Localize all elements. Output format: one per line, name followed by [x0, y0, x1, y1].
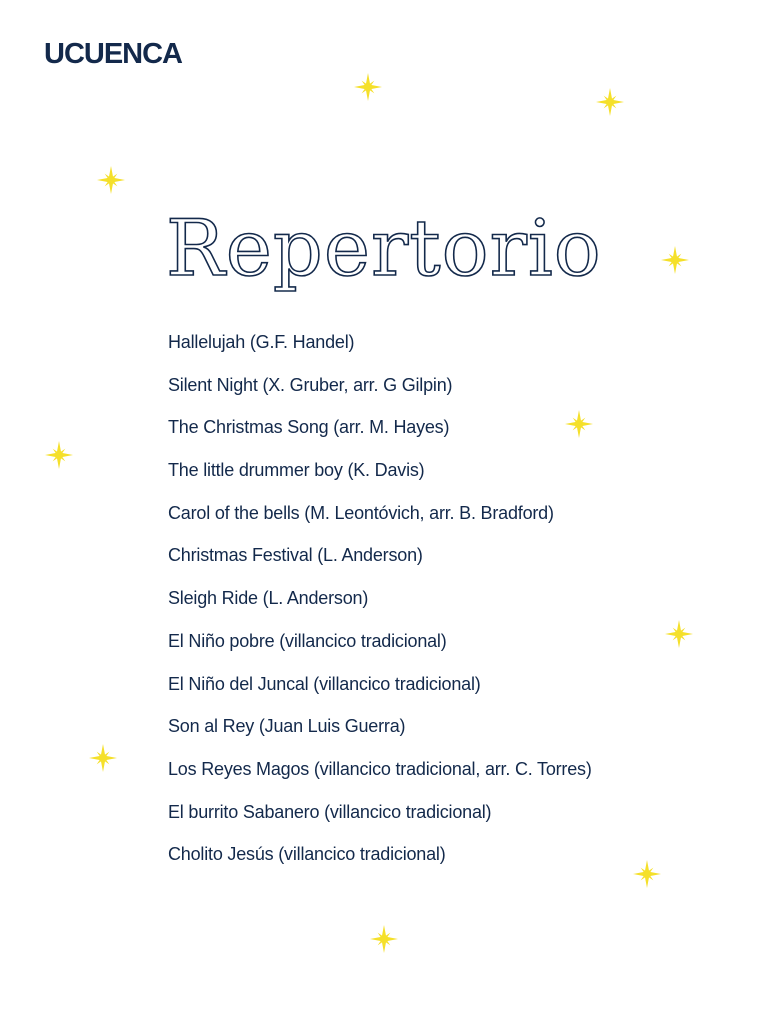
list-item: Hallelujah (G.F. Handel) — [168, 332, 355, 352]
list-item: Silent Night (X. Gruber, arr. G Gilpin) — [168, 374, 453, 395]
star-icon — [96, 165, 126, 195]
star-icon — [632, 859, 662, 889]
list-item: Cholito Jesús (villancico tradicional) — [168, 844, 446, 865]
star-icon — [564, 409, 594, 439]
list-item: Carol of the bells (M. Leontóvich, arr. B. Bradford) — [168, 502, 554, 523]
star-icon — [353, 72, 383, 102]
star-icon — [44, 440, 74, 470]
list-item: Christmas Festival (L. Anderson) — [168, 545, 423, 566]
ucuenca-logo: UCUENCA — [44, 38, 182, 70]
list-item: El Niño del Juncal (villancico tradicional) — [168, 673, 481, 694]
star-icon — [595, 87, 625, 117]
list-item: Son al Rey (Juan Luis Guerra) — [168, 716, 406, 737]
list-item: Los Reyes Magos (villancico tradicional, arr. C. Torres) — [168, 758, 592, 779]
page-title: Repertorio — [166, 204, 602, 295]
star-icon — [369, 924, 399, 954]
list-item: Sleigh Ride (L. Anderson) — [168, 588, 369, 609]
star-icon — [660, 245, 690, 275]
list-item: The little drummer boy (K. Davis) — [168, 460, 425, 481]
star-icon — [664, 619, 694, 649]
star-icon — [88, 743, 118, 773]
list-item: El burrito Sabanero (villancico tradicional) — [168, 801, 492, 822]
repertoire-list — [168, 328, 592, 883]
list-item: El Niño pobre (villancico tradicional) — [168, 630, 447, 651]
list-item: The Christmas Song (arr. M. Hayes) — [168, 417, 450, 438]
